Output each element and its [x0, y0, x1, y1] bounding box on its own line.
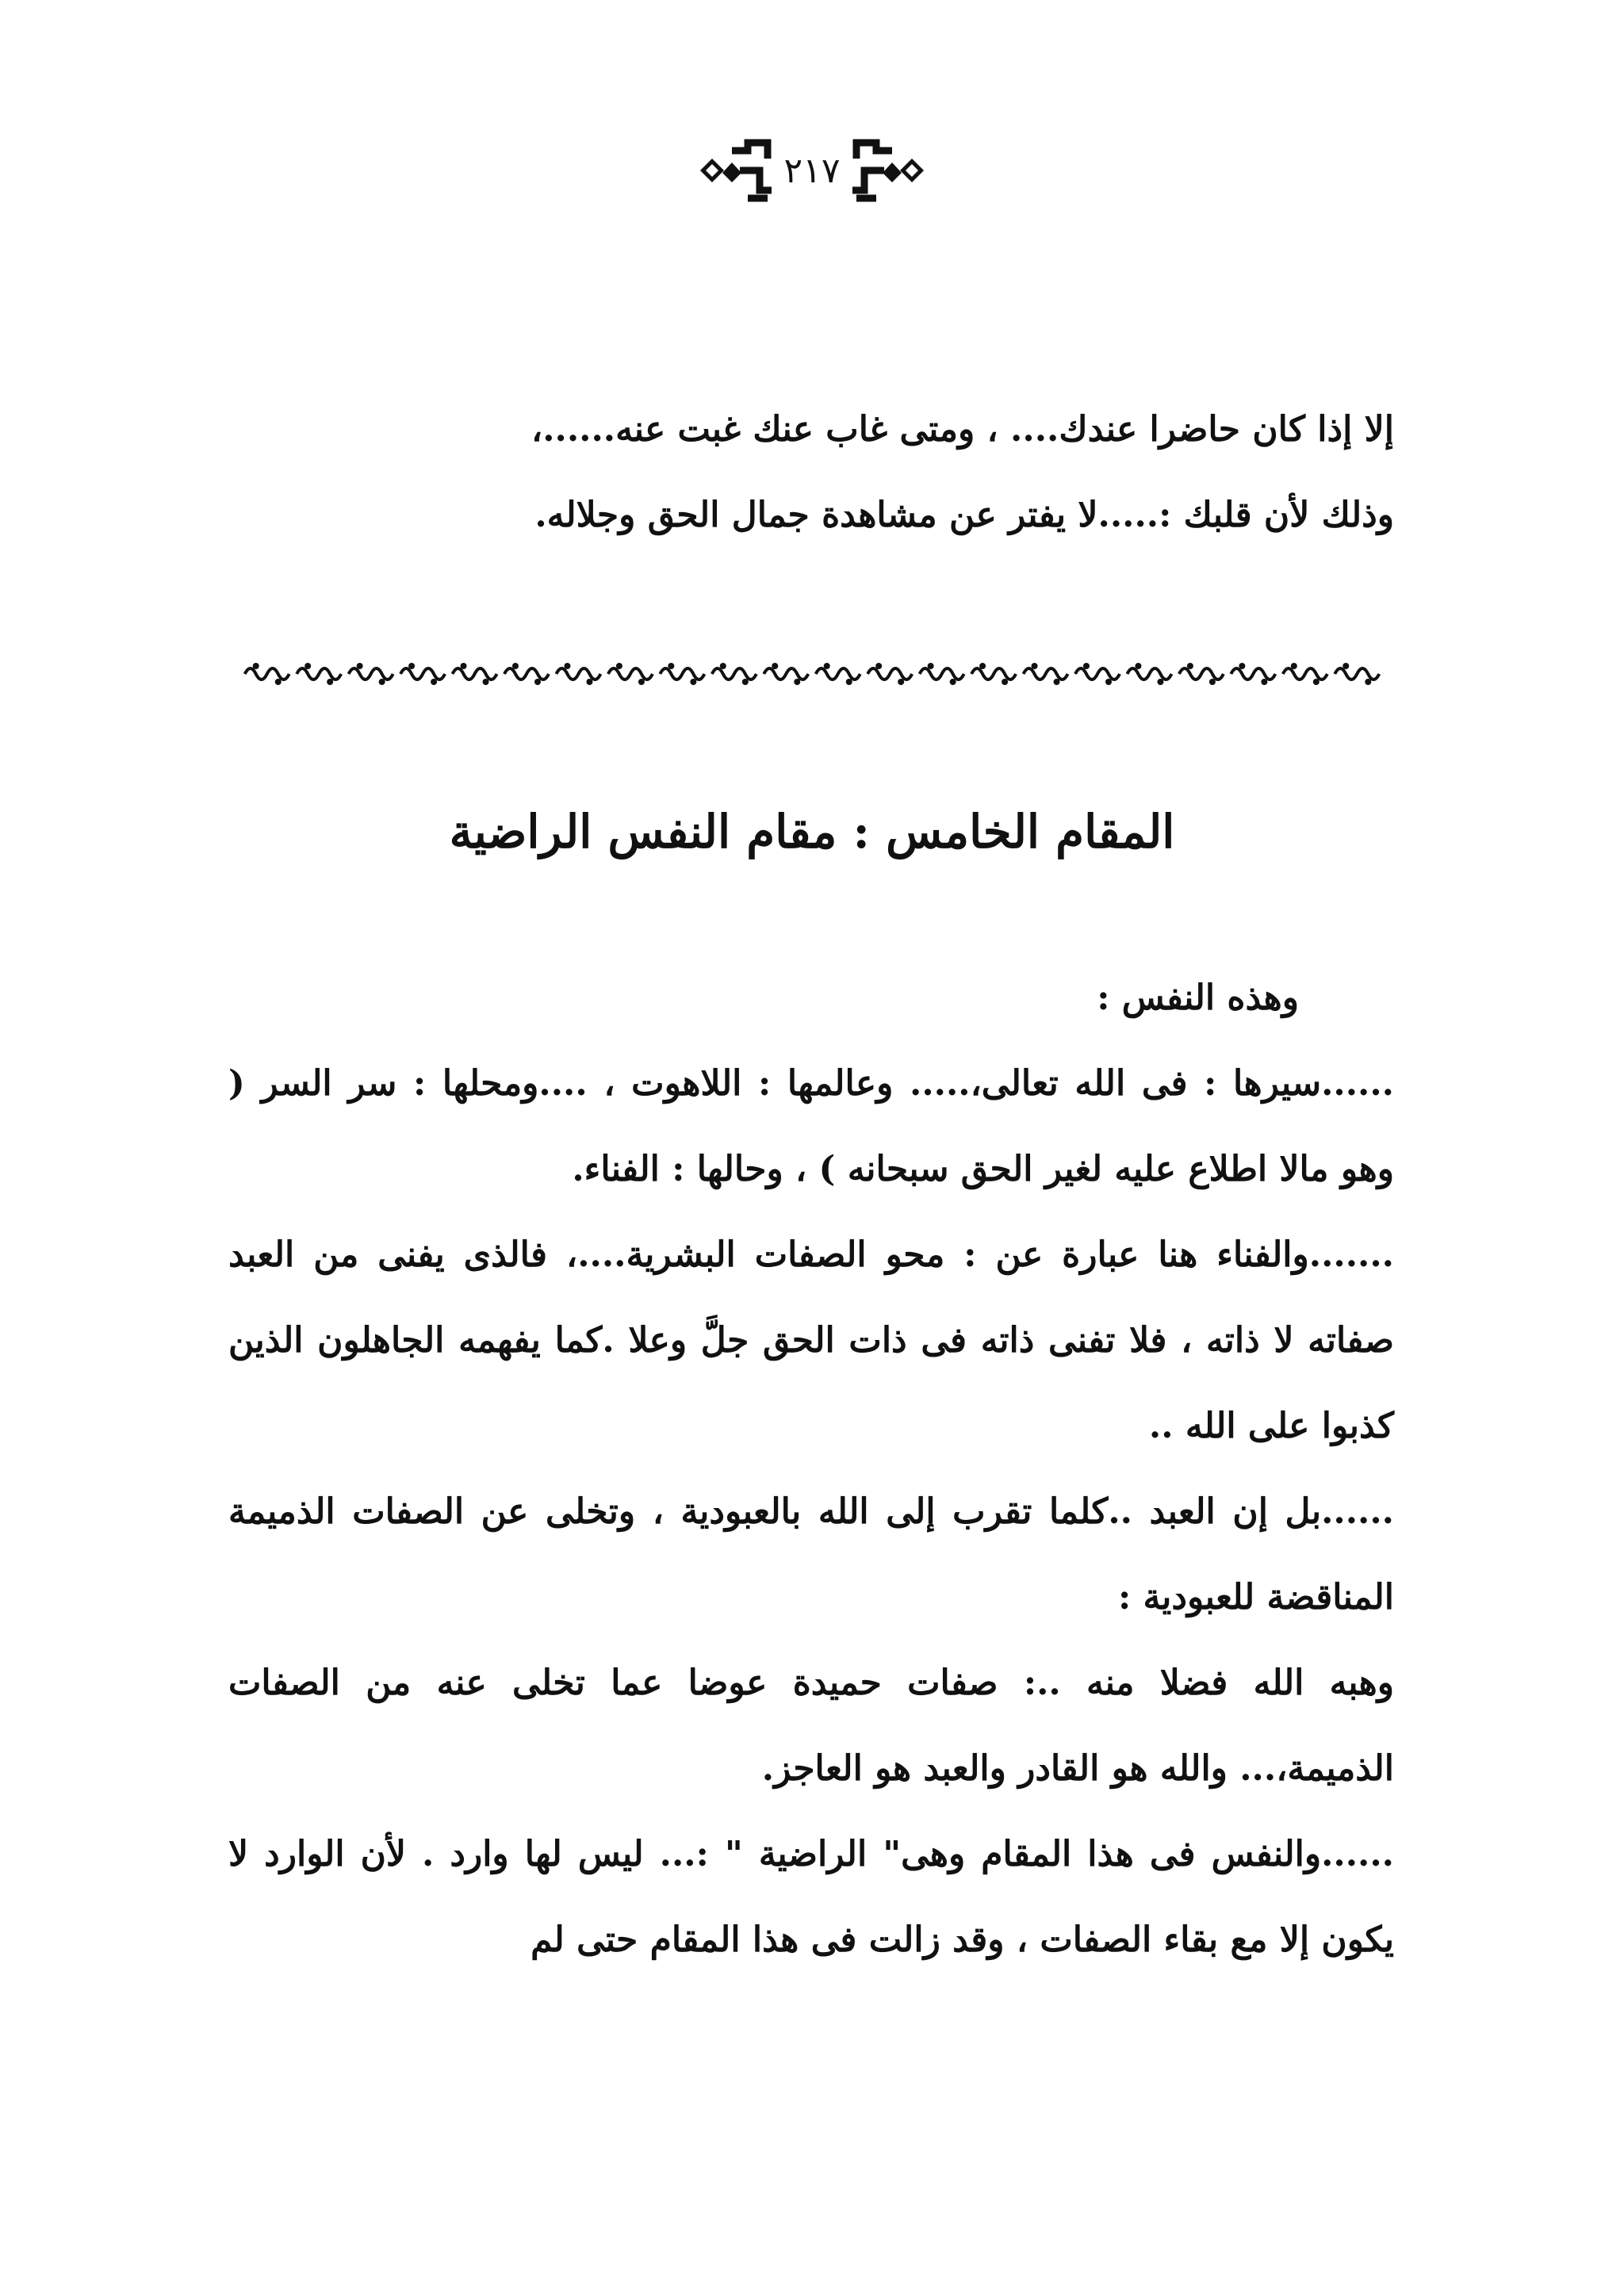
- divider-flourish: [920, 663, 964, 685]
- page-header: [0, 135, 1624, 206]
- header-ornament-right-icon: [845, 135, 932, 206]
- body-paragraph: .......والفناء هنا عبارة عن : محو الصفات البشرية....، فالذى يفنى من العبد صفاته لا ذاته ، فلا تفنى ذاته فى ذات الحق جلَّ وعلا .كما يفهمه الجاهلون الذين كذبوا على الله ..: [228, 1235, 1394, 1446]
- divider-flourish: [556, 663, 600, 685]
- body-paragraph: ......والنفس فى هذا المقام وهى" الراضية " :... ليس لها وارد . لأن الوارد لا يكون إلا مع بقاء الصفات ، وقد زالت فى هذا المقام حتى لم: [228, 1834, 1394, 1960]
- body-paragraph: وهبه الله فضلا منه ..: صفات حميدة عوضا عما تخلى عنه من الصفات الذميمة،... والله هو القادر والعبد هو العاجز.: [228, 1663, 1394, 1789]
- ornamental-divider: [0, 658, 1624, 690]
- divider-flourish: [1179, 663, 1224, 685]
- divider-flourish: [1024, 663, 1068, 685]
- divider-flourish: [1127, 663, 1171, 685]
- divider-flourish: [453, 663, 497, 685]
- divider-flourish: [400, 663, 445, 685]
- page-number: ٢١٧: [783, 150, 841, 191]
- body-paragraph: ......سيرها : فى الله تعالى،..... وعالمها : اللاهوت ، ....ومحلها : سر السر ( وهو مالا اطلاع عليه لغير الحق سبحانه ) ، وحالها : الفناء.: [228, 1063, 1394, 1189]
- divider-flourish: [1075, 663, 1120, 685]
- divider-flourish: [504, 663, 549, 685]
- divider-flourish: [868, 663, 912, 685]
- divider-flourish: [816, 663, 860, 685]
- divider-flourish: [1335, 663, 1379, 685]
- intro-line: إلا إذا كان حاضرا عندك.... ، ومتى غاب عنك غبت عنه......،: [531, 409, 1394, 450]
- header-ornament-left-icon: [692, 135, 779, 206]
- divider-flourish: [764, 663, 808, 685]
- divider-flourish: [971, 663, 1016, 685]
- divider-flourish: [712, 663, 756, 685]
- divider-flourish: [245, 663, 289, 685]
- body-paragraph: وهذه النفس :: [1097, 978, 1299, 1018]
- intro-line: وذلك لأن قلبك :.....لا يفتر عن مشاهدة جمال الحق وجلاله.: [534, 495, 1394, 535]
- body-paragraph: ......بل إن العبد ..كلما تقرب إلى الله بالعبودية ، وتخلى عن الصفات الذميمة المناقضة للعبودية :: [228, 1491, 1394, 1617]
- divider-flourish: [1283, 663, 1327, 685]
- intro-text: [228, 387, 1394, 558]
- divider-flourish: [297, 663, 341, 685]
- divider-flourish: [660, 663, 704, 685]
- divider-flourish: [608, 663, 653, 685]
- divider-flourish: [1231, 663, 1275, 685]
- divider-flourish: [349, 663, 393, 685]
- body-text: [228, 955, 1394, 1983]
- floral-divider-icon: [241, 658, 1383, 690]
- section-title: المقام الخامس : مقام النفس الراضية: [449, 805, 1175, 859]
